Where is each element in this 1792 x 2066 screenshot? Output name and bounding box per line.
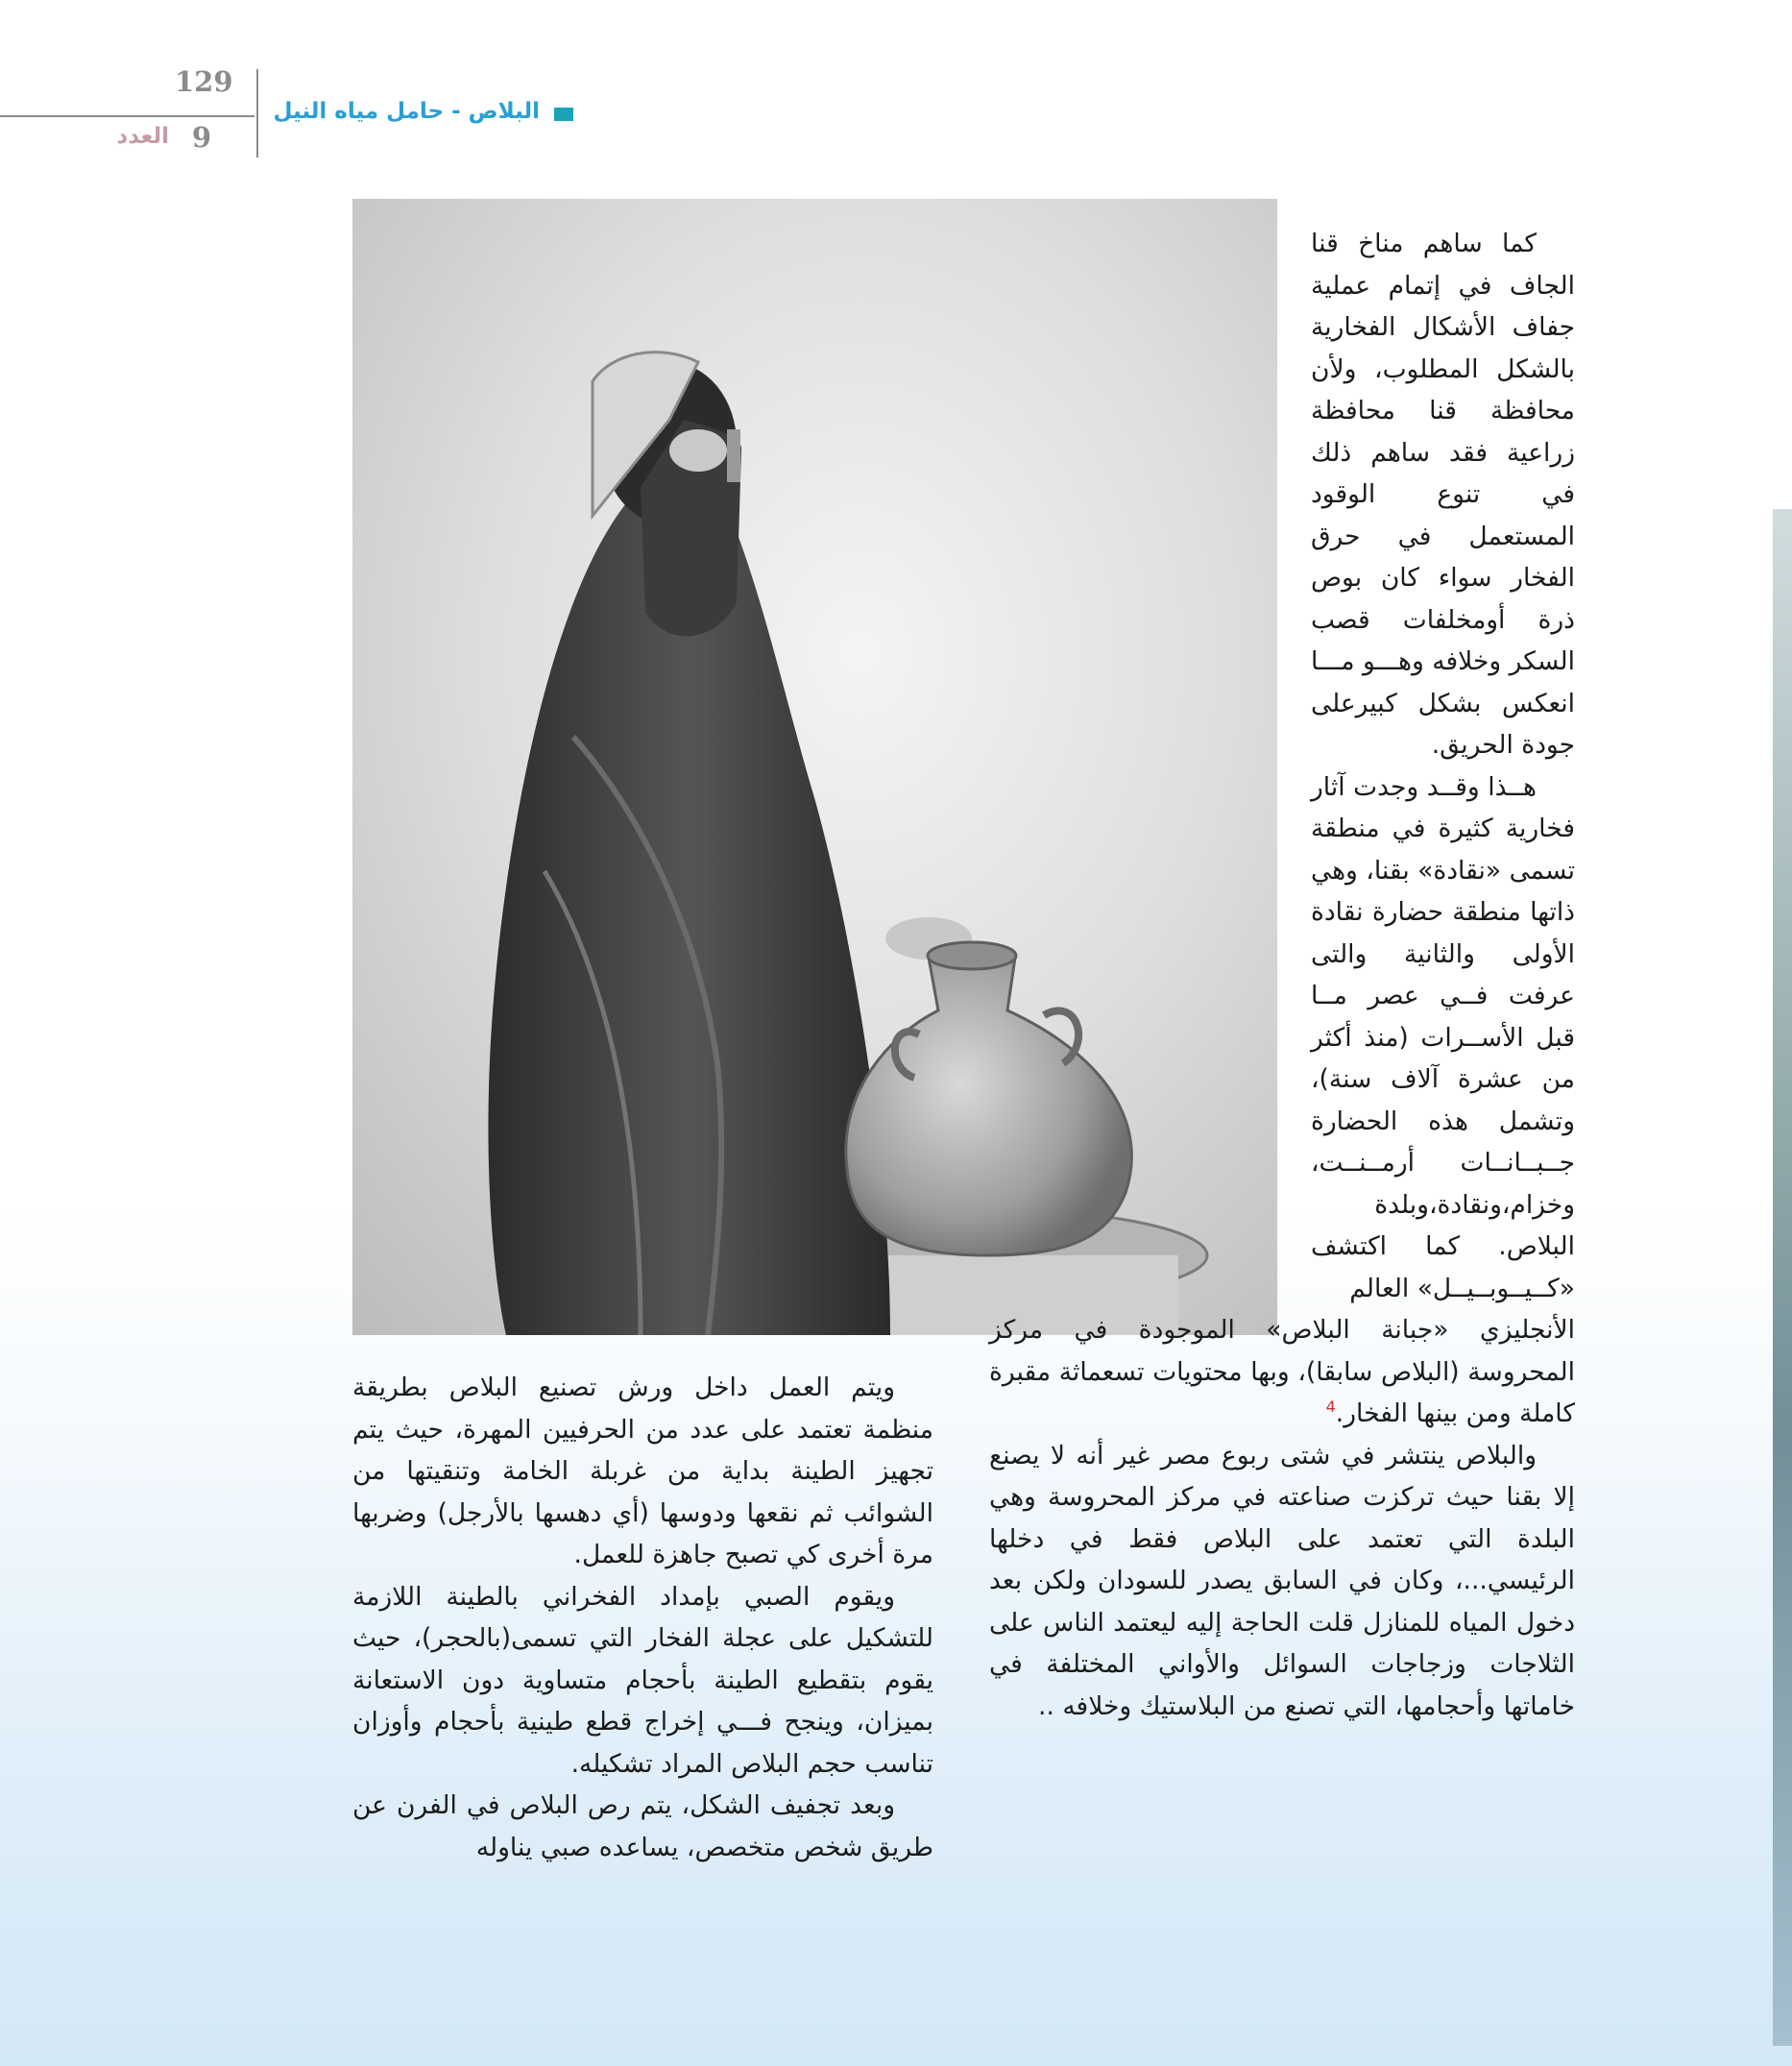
section-marker-square xyxy=(554,108,573,121)
page-edge-strip xyxy=(1773,509,1792,2046)
page-number: 129 xyxy=(175,65,233,98)
paragraph-ballas-cemetery xyxy=(989,1309,1575,1435)
article-column-left xyxy=(352,1367,933,1868)
paragraph-ballas-industry: والبلاص ينتشر في شتى ربوع مصر غير أنه لا يصنع إلا بقنا حيث تركزت صناعته في مركز المحروسة وهي البلدة التي تعتمد على البلاص فقط في دخلها الرئيسي...، وكان في السابق يصدر للسودان ولكن بعد دخول المياه للمنازل قلت الحاجة إليه ليعتمد الناس على الثلاجات وزجاجات السوائل والأواني المختلفة في خاماتها وأحجامها، التي تصنع من البلاستيك وخلافه .. xyxy=(989,1440,1575,1721)
header-divider xyxy=(256,69,258,158)
section-title: البلاص - حامل مياه النيل xyxy=(273,99,540,124)
paragraph-shaping: ويقوم الصبي بإمداد الفخراني بالطينة اللازمة للتشكيل على عجلة الفخار التي تسمى(بالحجر)، حيث يقوم بتقطيع الطينة بأحجام متساوية دون الاستعانة بميزان، وينجح فـــي إخراج قطع طينية بأحجام وأوزان تناسب حجم البلاص المراد تشكيله. xyxy=(352,1581,933,1779)
paragraph-naqada-sites: هــذا وقــد وجدت آثار فخارية كثيرة في منطقة تسمى «نقادة» بقنا، وهي ذاتها منطقة حضارة نقادة الأولى والثانية والتى عرفت فــي عصر مــا قبل الأســرات (منذ أكثر من عشرة آلاف سنة)، وتشمل هذه الحضارة جــبــانــات أرمــنــت، وخزام،ونقادة،وبلدة البلاص. كما اكتشف «كــيــوبــيــل» العالم xyxy=(1311,771,1575,1303)
header-rule xyxy=(0,115,254,117)
paragraph-climate: كما ساهم مناخ قنا الجاف في إتمام عملية جفاف الأشكال الفخارية بالشكل المطلوب، ولأن محافظة قنا محافظة زراعية فقد ساهم ذلك في تنوع الوقود المستعمل في حرق الفخار سواء كان بوص ذرة أومخلفات قصب السكر وخلافه وهـــو مـــا انعكس بشكل كبيرعلى جودة الحريق. xyxy=(1311,229,1575,760)
paragraph-workshops: ويتم العمل داخل ورش تصنيع البلاص بطريقة منظمة تعتمد على عدد من الحرفيين المهرة، حيث يتم تجهيز الطينة بداية من غربلة الخامة وتنقيتها من الشوائب ثم نقعها ودوسها (أي دهسها بالأرجل) وضربها مرة أخرى كي تصبح جاهزة للعمل. xyxy=(352,1373,933,1569)
issue-number: 9 xyxy=(191,121,212,154)
issue-label: العدد xyxy=(116,124,169,149)
article-column-right xyxy=(989,223,1575,1727)
paragraph-ballas-cemetery-text: الأنجليزي «جبانة البلاص» الموجودة في مركز المحروسة (البلاص سابقا)، وبها محتويات تسعماثة مقبرة كاملة ومن بينها الفخار. xyxy=(989,1315,1575,1428)
paragraph-firing: وبعد تجفيف الشكل، يتم رص البلاص في الفرن عن طريق شخص متخصص، يساعده صبي يناوله xyxy=(352,1790,933,1862)
footnote-reference[interactable]: 4 xyxy=(1325,1398,1336,1417)
